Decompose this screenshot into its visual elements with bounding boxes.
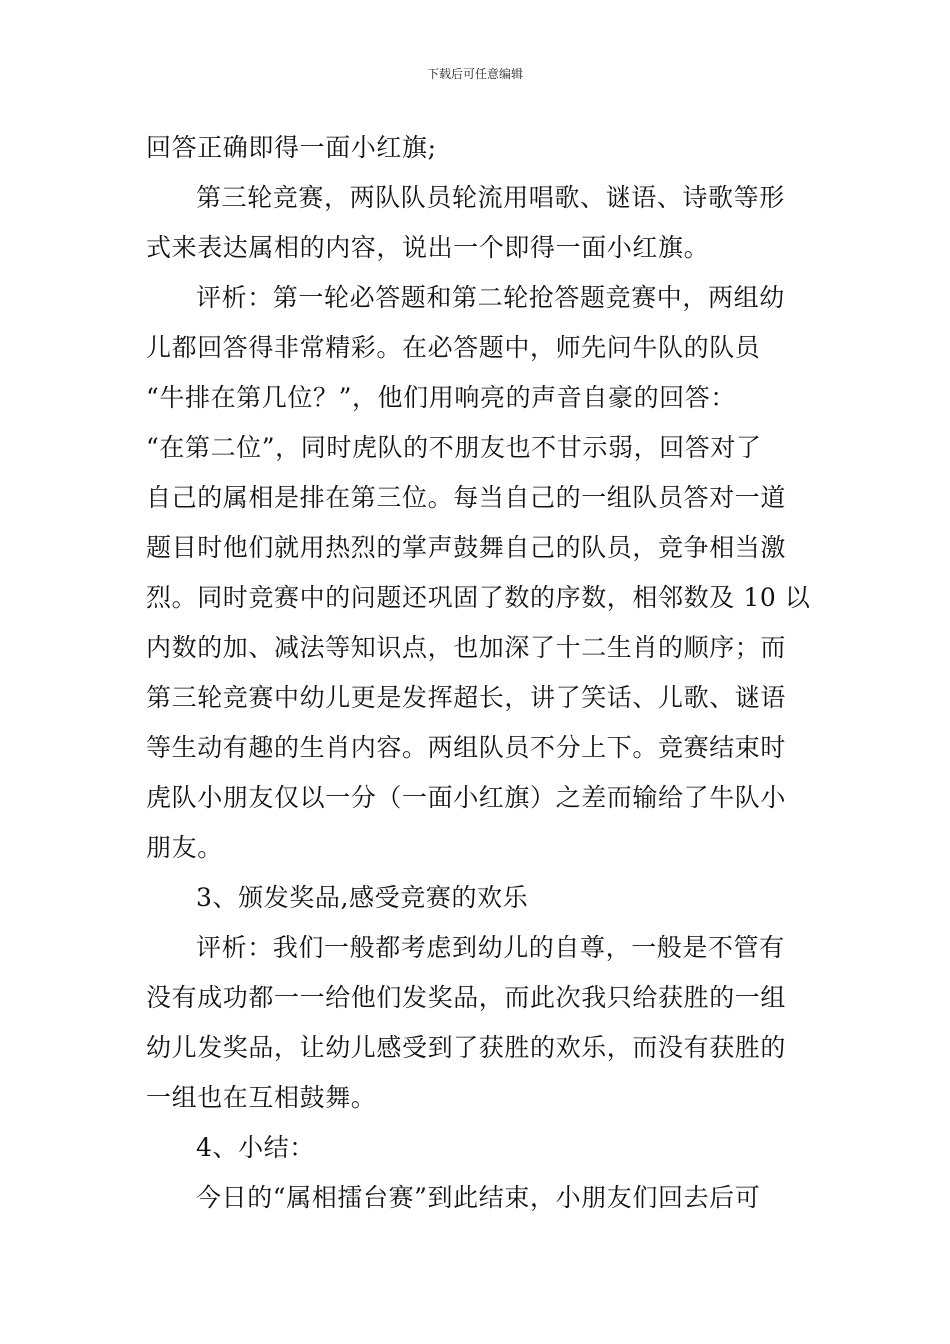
- text-line: 朋友。: [146, 833, 223, 862]
- text-line: 自己的属相是排在第三位。每当自己的一组队员答对一道: [146, 483, 787, 512]
- page-header: 下载后可任意编辑: [426, 67, 523, 81]
- text-line: 虎队小朋友仅以一分（一面小红旗）之差而输给了牛队小: [146, 783, 787, 812]
- text-line: 等生动有趣的生肖内容。两组队员不分上下。竞赛结束时: [146, 733, 787, 762]
- text-line: 第三轮竞赛，两队队员轮流用唱歌、谜语、诗歌等形: [196, 183, 785, 212]
- text-line: “在第二位”，同时虎队的不朋友也不甘示弱，回答对了: [146, 433, 762, 462]
- text-line: 儿都回答得非常精彩。在必答题中，师先问牛队的队员: [146, 333, 761, 362]
- text-line: 题目时他们就用热烈的掌声鼓舞自己的队员，竞争相当激: [146, 533, 787, 562]
- text-line: 评析：第一轮必答题和第二轮抢答题竞赛中，两组幼: [196, 283, 785, 312]
- text-line: 今日的“属相擂台赛”到此结束，小朋友们回去后可: [196, 1183, 761, 1212]
- text-line: 评析：我们一般都考虑到幼儿的自尊，一般是不管有: [196, 933, 785, 962]
- text-line: “牛排在第几位？”，他们用响亮的声音自豪的回答：: [146, 383, 736, 412]
- text-line: 回答正确即得一面小红旗;: [146, 133, 437, 162]
- text-line: 一组也在互相鼓舞。: [146, 1083, 377, 1112]
- text-line: 烈。同时竞赛中的问题还巩固了数的序数，相邻数及 10 以: [146, 583, 811, 612]
- section-heading: 3、颁发奖品,感受竞赛的欢乐: [196, 883, 529, 912]
- text-line: 式来表达属相的内容，说出一个即得一面小红旗。: [146, 233, 710, 262]
- text-line: 内数的加、减法等知识点，也加深了十二生肖的顺序；而: [146, 633, 787, 662]
- text-line: 第三轮竞赛中幼儿更是发挥超长，讲了笑话、儿歌、谜语: [146, 683, 787, 712]
- section-heading: 4、小结：: [196, 1133, 315, 1162]
- text-line: 幼儿发奖品，让幼儿感受到了获胜的欢乐，而没有获胜的: [146, 1033, 787, 1062]
- text-line: 没有成功都一一给他们发奖品，而此次我只给获胜的一组: [146, 983, 787, 1012]
